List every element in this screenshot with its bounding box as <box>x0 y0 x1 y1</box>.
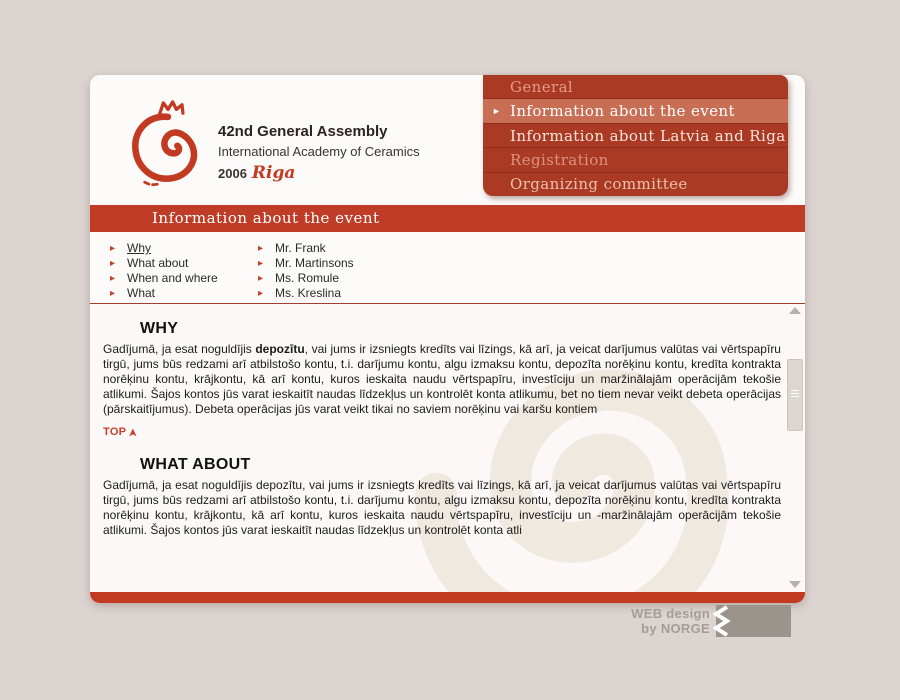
nav-item-registration[interactable]: Registration <box>483 147 788 171</box>
website-page <box>90 75 805 603</box>
section-body-what-about: Gadījumā, ja esat noguldījis depozītu, vai jums ir izsniegts kredīts vai līzings, kā arī, ja veicat darījumus valūtas vai vērtspapīru tirgū, jums būs redzami arī atbilstošo kontu, t.i. darījumu kontu, algu izmaksu kontu, depozīta norēķinu kontu, kredīta kontrakta norēķinu kontu, krājkontu, kā arī kontu, kuros ieskaita naudu vērtspapīru, investīciju un -maržinālajām operācijām tekošie atlikumi. Šajos kontos jūs varat ieskaitīt naudas līdzekļus un kontrolēt konta atli <box>103 478 781 537</box>
bullet-arrow-icon: ▸ <box>258 243 264 254</box>
scrollbar-thumb[interactable] <box>787 359 803 431</box>
subnav-link-ms-kreslina[interactable]: Ms. Kreslina <box>275 286 342 300</box>
section-body-why: Gadījumā, ja esat noguldījis depozītu, vai jums ir izsniegts kredīts vai līzings, kā arī, ja veicat darījumus valūtas vai vērtspapīru tirgū, jums būs redzami arī atbilstošo kontu, t.i. darījumu kontu, algu izmaksu kontu, depozīta norēķinu kontu, kredīta kontrakta norēķinu kontu, krājkontu, kā arī kontu, kuros ieskaita naudu vērtspapīru, investīciju un maržinālajām operācijām tekošie atlikumi. Šajos kontos jūs varat ieskaitīt naudas līdzekļus un kontrolēt konta atlikumu, bet no tiem nevar veikt debeta operācijas (pārskaitījumus). Debeta operācijas jūs varat veikt tikai no saviem norēķinu vai karšu kontiem <box>103 342 781 416</box>
scrollbar-up-button[interactable] <box>789 307 801 314</box>
subnav-people-column <box>258 241 354 301</box>
norge-logo <box>716 605 791 637</box>
bullet-arrow-icon: ▸ <box>258 288 264 299</box>
subnav-row <box>258 271 354 286</box>
top-link[interactable]: TOP ➤ <box>103 426 140 438</box>
bullet-arrow-icon: ▸ <box>110 258 116 269</box>
subnav-row <box>258 241 354 256</box>
design-credit[interactable] <box>630 605 791 637</box>
banner-title: Information about the event <box>152 209 380 227</box>
content-scroll-area <box>90 304 805 592</box>
site-year: 2006 Riga <box>218 163 296 183</box>
main-navigation <box>483 75 788 196</box>
nav-item-organizing-committee[interactable]: Organizing committee <box>483 172 788 196</box>
ceramics-spiral-logo-icon <box>126 97 210 189</box>
scrollbar-grip-icon <box>791 396 799 397</box>
custom-scrollbar <box>787 307 803 588</box>
scrollbar-grip-icon <box>791 390 799 391</box>
section-heading-why: WHY <box>140 320 179 337</box>
bold-term: depozītu <box>255 342 305 356</box>
bullet-arrow-icon: ▸ <box>110 288 116 299</box>
site-title: 42nd General Assembly <box>218 123 388 140</box>
subnav-topics-column <box>110 241 218 301</box>
subnav-row <box>110 286 218 301</box>
page-bottom-bar <box>90 592 805 603</box>
bullet-arrow-icon: ▸ <box>258 273 264 284</box>
scrollbar-down-button[interactable] <box>789 581 801 588</box>
subnav <box>90 232 805 303</box>
subnav-link-mr-frank[interactable]: Mr. Frank <box>275 241 326 255</box>
subnav-row <box>258 256 354 271</box>
subnav-link-ms-romule[interactable]: Ms. Romule <box>275 271 340 285</box>
bullet-arrow-icon: ▸ <box>110 273 116 284</box>
section-banner <box>90 205 805 232</box>
section-heading-what-about: WHAT ABOUT <box>140 456 251 473</box>
site-title-block <box>218 123 420 184</box>
subnav-link-what-about[interactable]: What about <box>127 256 189 270</box>
nav-item-information-about-the-event[interactable]: ► Information about the event <box>483 98 788 122</box>
subnav-row <box>110 256 218 271</box>
subnav-row <box>110 241 218 256</box>
site-subtitle: International Academy of Ceramics <box>218 143 420 159</box>
subnav-link-what[interactable]: What <box>127 286 156 300</box>
subnav-link-when-and-where[interactable]: When and where <box>127 271 218 285</box>
up-arrow-icon: ➤ <box>128 427 140 437</box>
content-text-column <box>103 304 783 538</box>
site-city: Riga <box>251 163 296 183</box>
bullet-arrow-icon: ▸ <box>258 258 264 269</box>
design-credit-text: WEB design by NORGE <box>631 606 710 636</box>
subnav-row <box>258 286 354 301</box>
scrollbar-grip-icon <box>791 393 799 394</box>
subnav-link-why[interactable]: Why <box>127 241 151 255</box>
zigzag-icon <box>713 605 731 637</box>
bullet-arrow-icon: ▸ <box>110 243 116 254</box>
active-item-arrow-icon: ► <box>492 106 502 117</box>
nav-item-information-about-latvia-and-riga[interactable]: Information about Latvia and Riga <box>483 123 788 147</box>
subnav-row <box>110 271 218 286</box>
subnav-link-mr-martinsons[interactable]: Mr. Martinsons <box>275 256 354 270</box>
nav-item-general[interactable]: General <box>510 77 574 96</box>
